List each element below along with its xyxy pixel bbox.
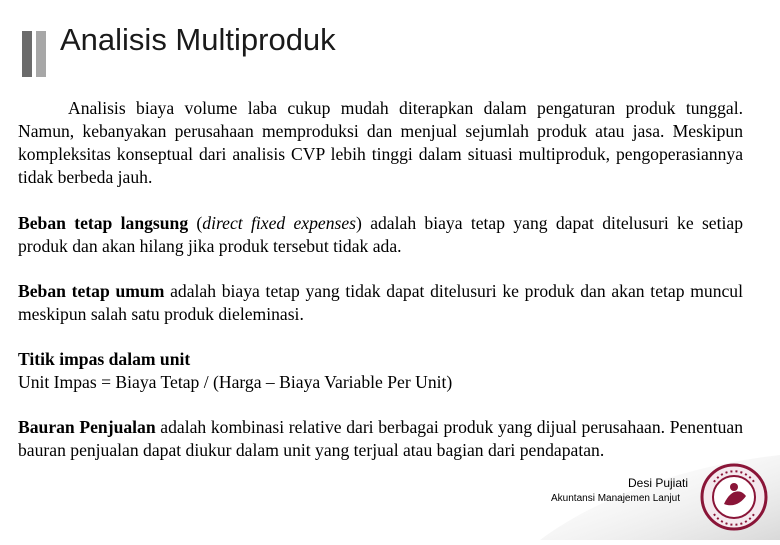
footer-author: Desi Pujiati [628, 476, 689, 490]
breakeven-formula: Unit Impas = Biaya Tetap / (Harga – Biaya Variable Per Unit) [18, 372, 453, 392]
term-sales-mix: Bauran Penjualan [18, 417, 156, 437]
slide-title: Analisis Multiproduk [60, 22, 336, 57]
title-accent-bar-light [36, 31, 46, 77]
term-common-fixed: Beban tetap umum [18, 281, 165, 301]
paragraph-common-fixed [18, 280, 743, 326]
slide-body [18, 97, 743, 462]
paragraph-intro: Analisis biaya volume laba cukup mudah diterapkan dalam pengaturan produk tunggal. Namun, kebanyakan perusahaan memproduksi dan menjual sejumlah produk atau jasa. Meskipun kompleksitas konseptual dari analisis CVP lebih tinggi dalam situasi multiproduk, pengoperasiannya tidak berbeda jauh. [18, 98, 743, 187]
paragraph-direct-fixed [18, 212, 743, 258]
paren-open: ( [188, 213, 203, 233]
heading-breakeven-units [18, 348, 743, 371]
breakeven-heading-text: Titik impas dalam unit [18, 349, 191, 369]
term-direct-fixed-en: direct fixed expenses [202, 213, 357, 233]
definition-sales-mix: adalah kombinasi relative dari berbagai produk yang dijual perusahaan. Penentuan bauran penjualan dapat diukur dalam unit yang terjual atau bagian dari pendapatan. [18, 417, 743, 460]
definition-common-fixed: adalah biaya tetap yang tidak dapat ditelusuri ke produk dan akan tetap muncul meskipun salah satu produk dieleminasi. [18, 281, 743, 324]
definition-direct-fixed: ) adalah biaya tetap yang dapat ditelusuri ke setiap produk dan akan hilang jika produk tersebut tidak ada. [18, 213, 743, 256]
title-accent-bar-dark [22, 31, 32, 77]
term-direct-fixed: Beban tetap langsung [18, 213, 189, 233]
footer-course: Akuntansi Manajemen Lanjut [551, 493, 680, 504]
university-logo-icon [700, 462, 768, 532]
